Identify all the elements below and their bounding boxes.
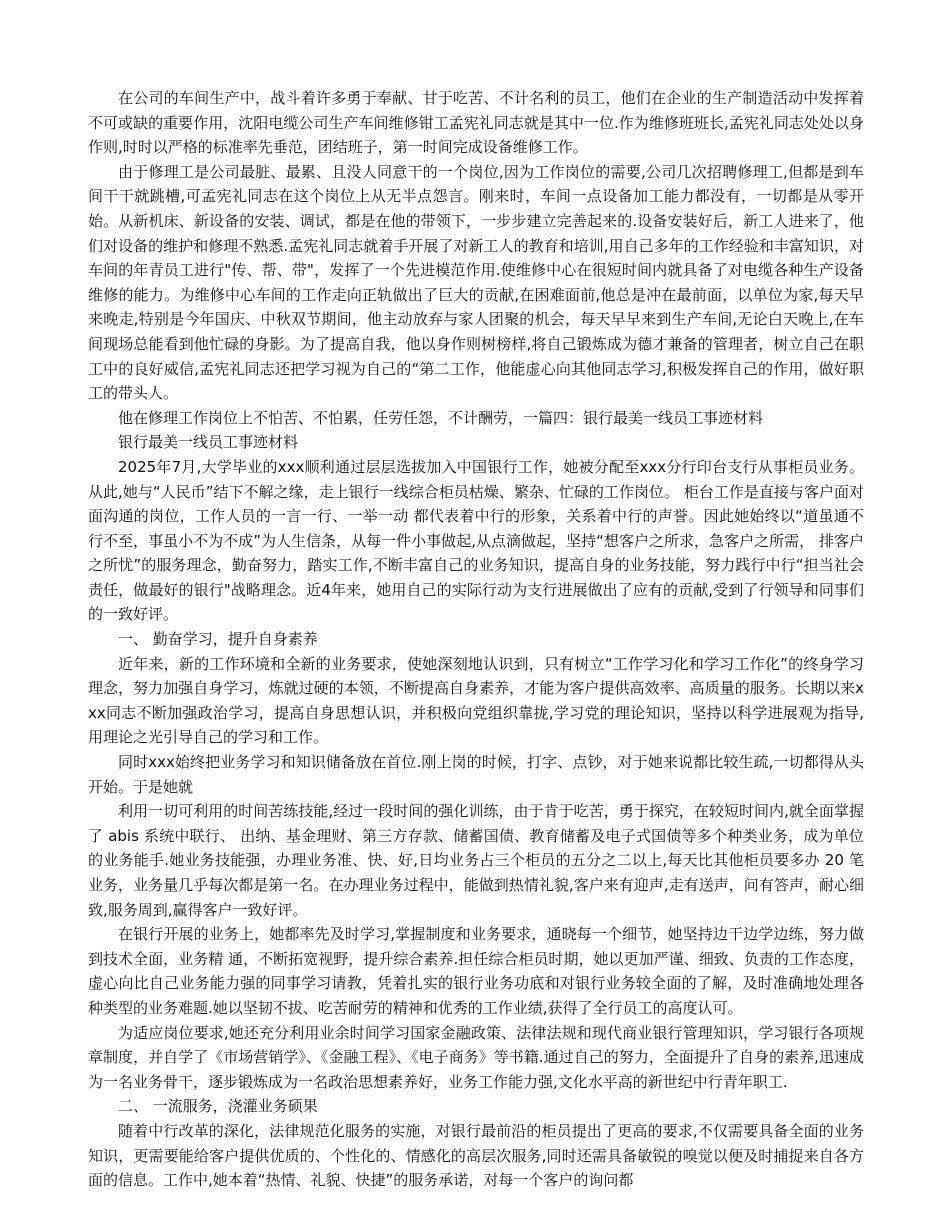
paragraph: 他在修理工作岗位上不怕苦、不怕累，任劳任怨，不计酬劳，一篇四：银行最美一线员工事迹材料 xyxy=(118,408,764,427)
paragraph: 由于修理工是公司最脏、最累、且没人同意干的一个岗位,因为工作岗位的需要,公司几次招聘修理工,但都是到车间干干就跳槽,可孟宪礼同志在这个岗位上从无半点怨言。刚来时，车间一点设备加工能力都没有，一切都是从零开始。从新机床、新设备的安装、调试，都是在他的带领下，一步步建立完善起来的.设备安装好后，新工人进来了，他们对设备的维护和修理不熟悉.孟宪礼同志就着手开展了对新工人的教育和培训,用自己多年的工作经验和丰富知识，对车间的年青员工进行"传、帮、带"，发挥了一个先进模范作用.使维修中心在很短时间内就具备了对电缆各种生产设备维修的能力。为维修中心车间的工作走向正轨做出了巨大的贡献,在困难面前,他总是冲在最前面，以单位为家,每天早来晚走,特别是今年国庆、中秋双节期间，他主动放弃与家人团聚的机会，每天早早来到生产车间,无论白天晚上,在车间现场总能看到他忙碌的身影。为了提高自我，他以身作则树榜样,将自己锻炼成为德才兼备的管理者，树立自己在职工中的良好威信,孟宪礼同志还把学习视为自己的“第二工作，他能虚心向其他同志学习,积极发挥自己的作用，做好职工的带头人。 xyxy=(88,162,864,403)
section-title: 银行最美一线员工事迹材料 xyxy=(118,433,299,452)
paragraph: 同时xxx始终把业务学习和知识储备放在首位.刚上岗的时候，打字、点钞，对于她来说都比较生疏,一切都得从头开始。于是她就 xyxy=(88,753,864,796)
document-body xyxy=(88,86,864,1193)
paragraph: 在银行开展的业务上，她都率先及时学习,掌握制度和业务要求，通晓每一个细节，她坚持边干边学边练，努力做到技术全面，业务精 通，不断拓宽视野，提升综合素养.担任综合柜员时期，她以更加严谨、细致、负责的工作态度，虚心向比自己业务能力强的同事学习请教，凭着扎实的银行业务功底和对银行业务较全面的了解，及时准确地处理各种类型的业务难题.她以坚韧不拔、吃苦耐劳的精神和优秀的工作业绩,获得了全行员工的高度认可。 xyxy=(88,925,864,1017)
paragraph: 利用一切可利用的时间苦练技能,经过一段时间的强化训练，由于肯于吃苦，勇于探究，在较短时间内,就全面掌握了 abis 系统中联行、 出纳、基金理财、第三方存款、储蓄国债、教育储蓄及电子式国债等多个种类业务，成为单位的业务能手.她业务技能强，办理业务准、快、好,日均业务占三个柜员的五分之二以上,每天比其他柜员要多办 20 笔业务，业务量几乎每次都是第一名。在办理业务过程中，能做到热情礼貌,客户来有迎声,走有送声，问有答声，耐心细致,服务周到,赢得客户一致好评。 xyxy=(88,802,864,919)
section-heading: 一、 勤奋学习，提升自身素养 xyxy=(118,630,318,649)
paragraph: 在公司的车间生产中，战斗着许多勇于奉献、甘于吃苦、不计名利的员工，他们在企业的生产制造活动中发挥着不可或缺的重要作用，沈阳电缆公司生产车间维修钳工孟宪礼同志就是其中一位.作为维修班班长,孟宪礼同志处处以身作则,时时以严格的标准率先垂范，团结班子，第一时间完成设备维修工作。 xyxy=(88,89,864,157)
paragraph: 为适应岗位要求,她还充分利用业余时间学习国家金融政策、法律法规和现代商业银行管理知识，学习银行各项规章制度，并自学了《市场营销学》、《金融工程》、《电子商务》等书籍.通过自己的努力，全面提升了自身的素养,迅速成为一名业务骨干，逐步锻炼成为一名政治思想素养好，业务工作能力强,文化水平高的新世纪中行青年职工. xyxy=(88,1023,864,1091)
paragraph: 近年来，新的工作环境和全新的业务要求，使她深刻地认识到，只有树立“工作学习化和学习工作化”的终身学习理念，努力加强自身学习，炼就过硬的本领，不断提高自身素养，才能为客户提供高效率、高质量的服务。长期以来xxx同志不断加强政治学习，提高自身思想认识，并积极向党组织靠拢,学习党的理论知识，坚持以科学进展观为指导,用理论之光引导自己的学习和工作。 xyxy=(88,654,864,747)
paragraph: 2025年7月,大学毕业的xxx顺利通过层层选拔加入中国银行工作，她被分配至xxx分行印台支行从事柜员业务。从此,她与“人民币”结下不解之缘，走上银行一线综合柜员枯燥、繁杂、忙碌的工作岗位。 柜台工作是直接与客户面对面沟通的岗位，工作人员的一言一行、一举一动 都代表着中行的形象，关系着中行的声誉。因此她始终以“道虽通不行不至，事虽小不为不成”为人生信条，从每一件小事做起,从点滴做起，坚持“想客户之所求，急客户之所需， 排客户之所忧”的服务理念，勤奋努力，踏实工作,不断丰富自己的业务知识，提高自身的业务技能，努力践行中行“担当社会责任，做最好的银行"战略理念。近4年来，她用自己的实际行动为支行进展做出了应有的贡献,受到了行领导和同事们的一致好评。 xyxy=(88,457,864,624)
section-heading: 二、 一流服务，浇灌业务硕果 xyxy=(118,1097,318,1116)
paragraph: 随着中行改革的深化，法律规范化服务的实施，对银行最前沿的柜员提出了更高的要求,不仅需要具备全面的业务知识，更需要能给客户提供优质的、个性化的、情感化的高层次服务,同时还需具备敏锐的嗅觉以便及时捕捉来自各方面的信息。工作中,她本着“热情、礼貌、快捷”的服务承诺，对每一个客户的询问都 xyxy=(88,1121,864,1190)
